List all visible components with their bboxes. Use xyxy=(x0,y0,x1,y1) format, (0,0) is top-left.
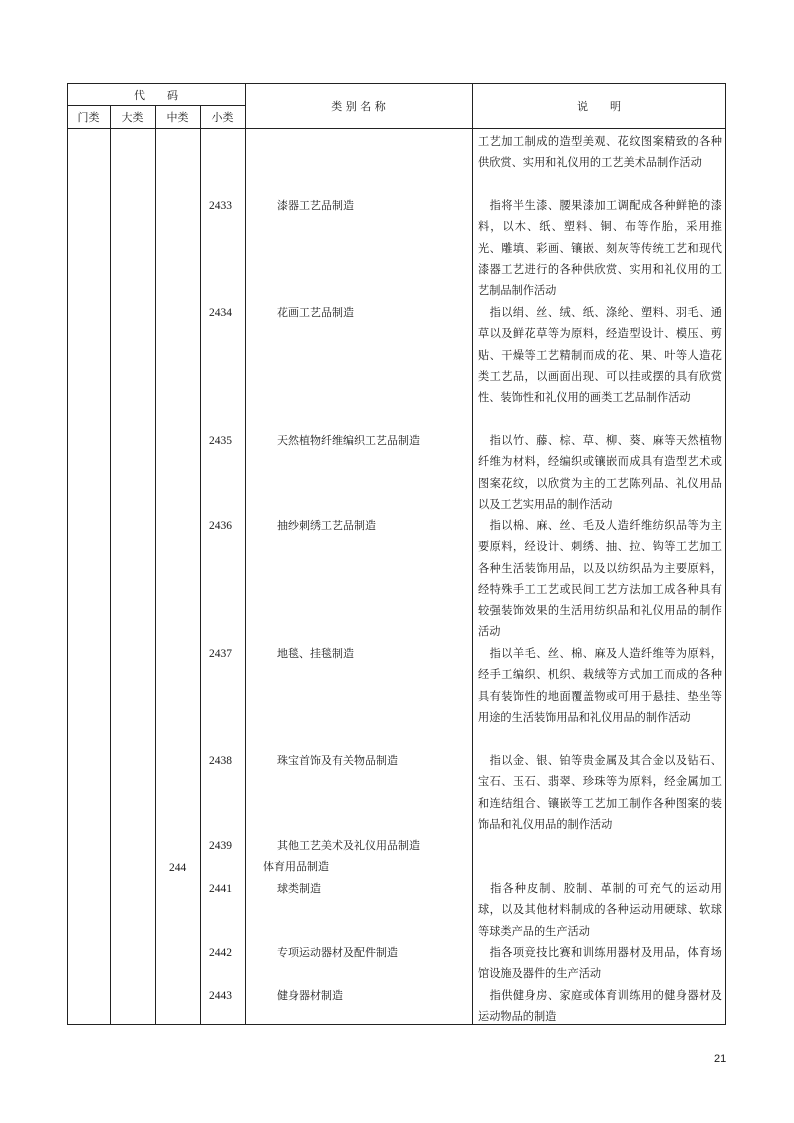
header-category-name: 类 别 名 称 xyxy=(331,100,386,113)
row-code: 2438 xyxy=(209,755,232,767)
row-code: 2435 xyxy=(209,435,232,447)
row-category-name: 珠宝首饰及有关物品制造 xyxy=(277,754,398,767)
row-code: 2442 xyxy=(209,947,232,959)
row-description: 指各项竞技比赛和训练用器材及用品，体育场馆设施及器件的生产活动 xyxy=(478,946,722,981)
row-description: 指各种皮制、胶制、革制的可充气的运动用球，以及其他材料制成的各种运动用硬球、软球等球类产品的生产活动 xyxy=(478,882,722,938)
row-code: 2439 xyxy=(209,840,232,852)
column-rule-medium xyxy=(200,105,201,1025)
page-number: 21 xyxy=(714,1053,727,1065)
row-description: 指以棉、麻、丝、毛及人造纤维纺织品等为主要原料，经设计、刺绣、抽、拉、钩等工艺加工各种生活装饰用品，以及以纺织品为主要原料，经特殊手工工艺或民间工艺方法加工成各种具有较强装饰效果的生活用纺织品和礼仪用品的制作活动 xyxy=(478,519,722,639)
row-category-name: 健身器材制造 xyxy=(277,989,343,1002)
column-rule-door xyxy=(110,105,111,1025)
header-door-class: 门类 xyxy=(77,111,100,124)
row-category-name: 体育用品制造 xyxy=(263,860,329,873)
row-category-name: 专项运动器材及配件制造 xyxy=(277,946,398,959)
row-category-name: 抽纱刺绣工艺品制造 xyxy=(277,519,376,532)
row-description: 指以金、银、铂等贵金属及其合金以及钻石、宝石、玉石、翡翠、珍珠等为原料，经金属加工和连结组合、镶嵌等工艺加工制作各种图案的装饰品和礼仪用品的制作活动 xyxy=(478,754,722,831)
row-code: 2441 xyxy=(209,883,232,895)
row-category-name: 球类制造 xyxy=(277,882,321,895)
header-medium-class: 中类 xyxy=(166,111,189,124)
column-rule-major xyxy=(155,105,156,1025)
row-description-continued: 工艺加工制成的造型美观、花纹图案精致的各种供欣赏、实用和礼仪用的工艺美术品制作活动 xyxy=(478,135,722,170)
row-description: 指将半生漆、腰果漆加工调配成各种鲜艳的漆料，以木、纸、塑料、铜、布等作胎，采用推光、雕填、彩画、镶嵌、刻灰等传统工艺和现代漆器工艺进行的各种供欣赏、实用和礼仪用的工艺制品制作活动 xyxy=(478,199,722,298)
row-description: 指以绢、丝、绒、纸、涤纶、塑料、羽毛、通草以及鲜花草等为原料，经造型设计、模压、剪贴、干燥等工艺精制而成的花、果、叶等人造花类工艺品，以画面出现、可以挂或摆的具有欣赏性、装饰性和礼仪用的画类工艺品制作活动 xyxy=(478,306,722,405)
row-category-name: 其他工艺美术及礼仪用品制造 xyxy=(277,839,420,852)
row-description: 指以羊毛、丝、棉、麻及人造纤维等为原料，经手工编织、机织、栽绒等方式加工而成的各种具有装饰性的地面覆盖物或可用于悬挂、垫坐等用途的生活装饰用品和礼仪用品的制作活动 xyxy=(478,647,722,724)
header-bottom-rule xyxy=(67,128,726,129)
row-code: 2443 xyxy=(209,990,232,1002)
row-category-name: 花画工艺品制造 xyxy=(277,306,354,319)
row-description: 指供健身房、家庭或体育训练用的健身器材及运动物品的制造 xyxy=(478,989,722,1024)
row-code-medium: 244 xyxy=(169,862,187,874)
row-category-name: 漆器工艺品制造 xyxy=(277,199,354,212)
row-category-name: 地毯、挂毯制造 xyxy=(277,647,354,660)
header-divider xyxy=(67,105,245,106)
column-rule-name xyxy=(472,83,473,1025)
row-code: 2436 xyxy=(209,520,232,532)
column-rule-minor xyxy=(245,83,246,1025)
header-major-class: 大类 xyxy=(121,111,144,124)
row-code: 2434 xyxy=(209,307,232,319)
header-minor-class: 小类 xyxy=(211,111,234,124)
row-category-name: 天然植物纤维编织工艺品制造 xyxy=(277,434,420,447)
header-explanation: 说 明 xyxy=(577,100,621,113)
row-code: 2437 xyxy=(209,648,232,660)
row-code: 2433 xyxy=(209,200,232,212)
row-description: 指以竹、藤、棕、草、柳、葵、麻等天然植物纤维为材料，经编织或镶嵌而成具有造型艺术或图案花纹，以欣赏为主的工艺陈列品、礼仪用品以及工艺实用品的制作活动 xyxy=(478,434,722,511)
header-code-group: 代 码 xyxy=(134,89,178,102)
